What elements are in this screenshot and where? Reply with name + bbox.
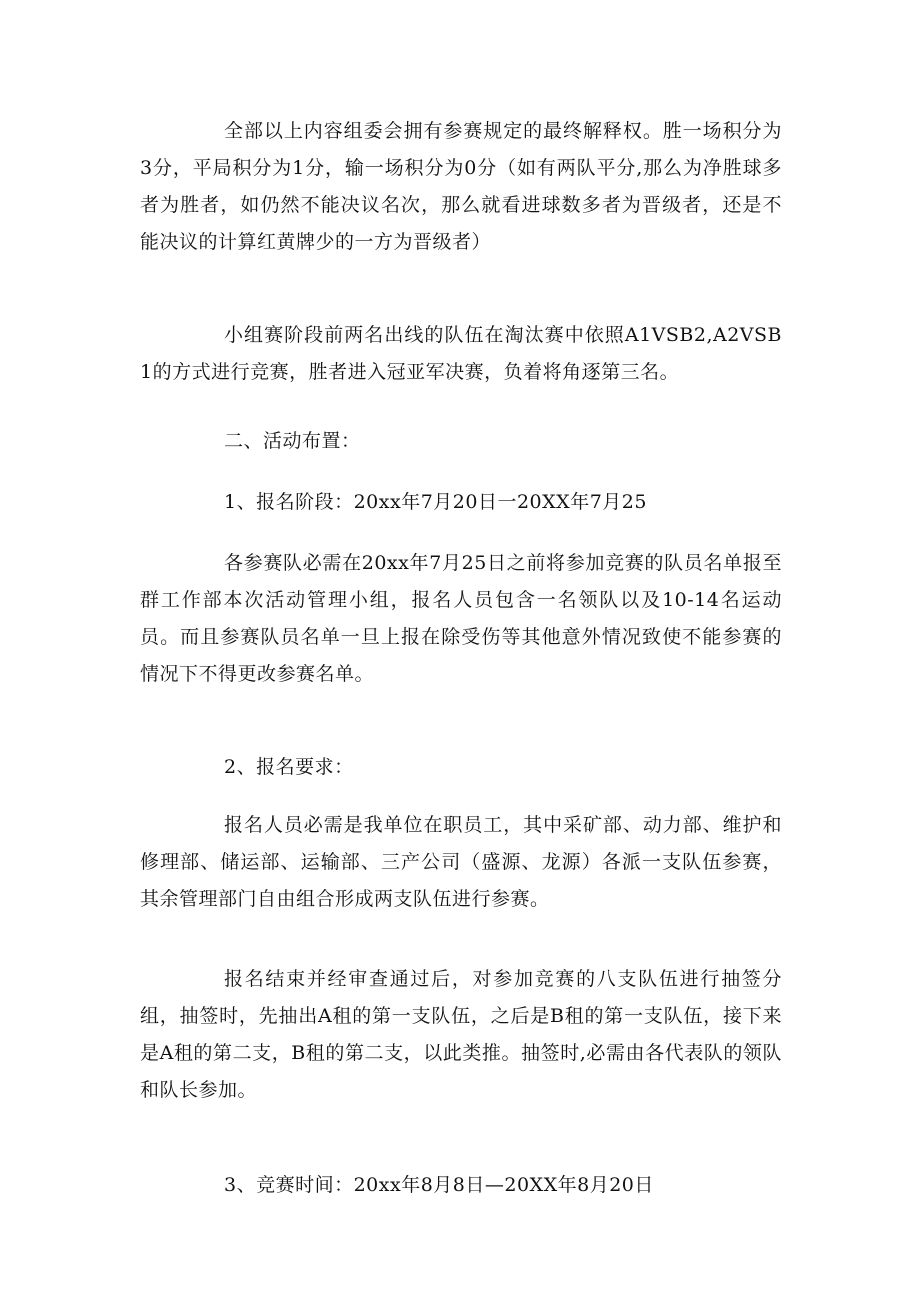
heading-registration-period: 1、报名阶段：20xx年7月20日一20XX年7月25 [224, 491, 647, 513]
heading-competition-time: 3、竞赛时间：20xx年8月8日—20XX年8月20日 [224, 1174, 654, 1196]
paragraph-registration-deadline: 各参赛队必需在20xx年7月25日之前将参加竞赛的队员名单报至群工作部本次活动管理小组，报名人员包含一名领队以及10-14名运动员。而且参赛队员名单一旦上报在除受伤等其他意外情况致使不能参赛的情况下不得更改参赛名单。 [140, 552, 782, 685]
paragraph-eligibility: 报名人员必需是我单位在职员工，其中采矿部、动力部、维护和修理部、储运部、运输部、三产公司（盛源、龙源）各派一支队伍参赛，其余管理部门自由组合形成两支队伍进行参赛。 [140, 814, 782, 910]
paragraph-scoring-rules: 全部以上内容组委会拥有参赛规定的最终解释权。胜一场积分为3分，平局积分为1分，输一场积分为0分（如有两队平分,那么为净胜球多者为胜者，如仍然不能决议名次，那么就看进球数多者为晋级者，还是不能决议的计算红黄牌少的一方为晋级者） [140, 120, 782, 253]
paragraph-knockout-format: 小组赛阶段前两名出线的队伍在淘汰赛中依照A1VSB2,A2VSB1的方式进行竞赛，胜者进入冠亚军决赛，负着将角逐第三名。 [140, 324, 782, 383]
section-heading-activity-arrangement: 二、活动布置： [224, 430, 361, 452]
paragraph-draw-procedure: 报名结束并经审查通过后，对参加竞赛的八支队伍进行抽签分组，抽签时，先抽出A租的第一支队伍，之后是B租的第一支队伍，接下来是A租的第二支，B租的第二支，以此类推。抽签时,必需由各代表队的领队和队长参加。 [140, 968, 782, 1101]
heading-registration-requirements: 2、报名要求： [224, 756, 354, 778]
